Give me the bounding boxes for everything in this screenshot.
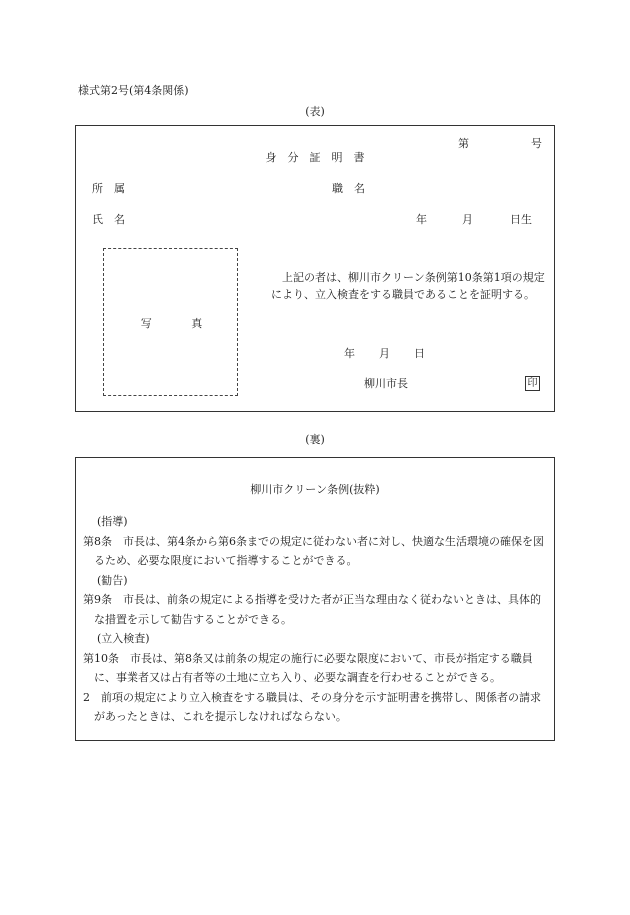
photo-area: [103, 248, 238, 396]
ordinance-excerpt-body: [83, 512, 551, 727]
article-text: 2 前項の規定により立入検査をする職員は、その身分を示す証明書を携帯し、関係者の請求があったときは、これを提示しなければならない。: [83, 690, 541, 723]
section-caption: (指導): [97, 515, 128, 528]
seal-stamp-mark: 印: [525, 376, 540, 391]
article-text: 第8条 市長は、第4条から第6条までの規定に従わない者に対し、快適な生活環境の確保を図るため、必要な限度において指導することができる。: [83, 534, 544, 567]
issue-year-label: 年: [344, 347, 355, 360]
issue-month-label: 月: [379, 347, 390, 360]
ordinance-excerpt-title: 柳川市クリーン条例(抜粋): [250, 483, 380, 496]
certification-statement: 上記の者は、柳川市クリーン条例第10条第1項の規定により、立入検査をする職員であることを証明する。: [271, 271, 545, 301]
section-caption: (立入検査): [97, 632, 150, 645]
article-text: 第9条 市長は、前条の規定による指導を受けた者が正当な理由なく従わないときは、具体的な措置を示して勧告することができる。: [83, 593, 541, 626]
certificate-number-label: 第: [458, 137, 469, 150]
id-card-front: [75, 125, 555, 412]
name-label: 氏 名: [92, 213, 125, 226]
photo-label: 写 真: [140, 317, 203, 330]
affiliation-label: 所 属: [92, 182, 125, 195]
back-side-label: (裏): [305, 433, 325, 446]
article-text: 第10条 市長は、第8条又は前条の規定の施行に必要な限度において、市長が指定する職員に、事業者又は占有者等の土地に立ち入り、必要な調査を行わせることができる。: [83, 651, 533, 684]
certificate-title: 身 分 証 明 書: [265, 151, 365, 164]
birth-day-label: 日生: [510, 213, 532, 226]
issue-day-label: 日: [414, 347, 425, 360]
position-label: 職 名: [332, 182, 365, 195]
form-number-label: 様式第2号(第4条関係): [78, 84, 189, 97]
section-caption: (勧告): [97, 573, 128, 587]
certificate-number-suffix: 号: [531, 137, 542, 150]
front-side-label: (表): [305, 105, 325, 118]
birth-month-label: 月: [462, 213, 473, 226]
id-card-back: [75, 457, 555, 741]
issuer-name: 柳川市長: [364, 377, 408, 390]
birth-year-label: 年: [416, 213, 427, 226]
